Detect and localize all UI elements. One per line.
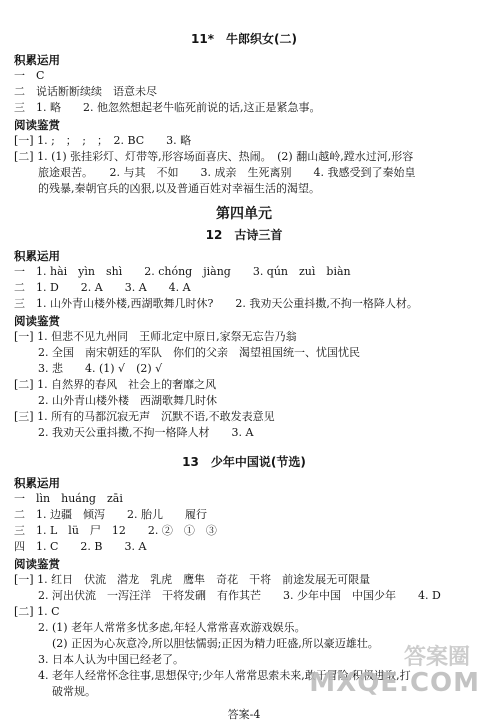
answer-line: 3. 悲 4. (1) √ (2) √ bbox=[38, 362, 163, 375]
lesson-title-13: 13 少年中国说(节选) bbox=[182, 455, 306, 469]
answer-line: 2. (1) 老年人常常多忧多虑,年轻人常常喜欢游戏娱乐。 bbox=[38, 621, 306, 634]
answer-line: [二] 1. C bbox=[14, 605, 60, 618]
section-heading-jilei: 积累运用 bbox=[14, 476, 60, 490]
answer-line: [一] 1. ; ； ; ； 2. BC 3. 略 bbox=[14, 134, 192, 147]
lesson-title-12: 12 古诗三首 bbox=[205, 228, 283, 242]
section-heading-yuedu: 阅读鉴赏 bbox=[14, 557, 60, 571]
answer-line: 三 1. 山外青山楼外楼,西湖歌舞几时休? 2. 我劝天公重抖擞,不拘一格降人材。 bbox=[14, 297, 418, 310]
section-heading-yuedu: 阅读鉴赏 bbox=[14, 118, 60, 132]
page-number: 答案-4 bbox=[227, 708, 261, 721]
unit-title: 第四单元 bbox=[216, 206, 272, 222]
answer-line: [二] 1. 自然界的春风 社会上的奢靡之风 bbox=[14, 378, 217, 391]
answer-line: 一 C bbox=[14, 69, 45, 82]
answer-line: 二 说话断断续续 语意未尽 bbox=[14, 85, 157, 98]
answer-line: 2. 河出伏流 一泻汪洋 干将发硎 有作其芒 3. 少年中国 中国少年 4. D bbox=[38, 589, 441, 602]
answer-line: 的残暴,秦朝官兵的凶狠,以及普通百姓对幸福生活的渴望。 bbox=[38, 182, 320, 195]
answer-line: [一] 1. 但悲不见九州同 王师北定中原日,家祭无忘告乃翁 bbox=[14, 330, 297, 343]
answer-line: 4. 老年人经常怀念往事,思想保守;少年人常常思索未来,敢于冒险,积极进取,打 bbox=[38, 669, 411, 682]
answer-line: [二] 1. (1) 张挂彩灯、灯带等,形容场面喜庆、热闹。 (2) 翻山越岭,蹚水过河,形容 bbox=[14, 150, 414, 163]
answer-line: 三 1. 略 2. 他忽然想起老牛临死前说的话,这正是紧急事。 bbox=[14, 101, 321, 114]
answer-line: 旅途艰苦。 2. 与其 不如 3. 成亲 生死离别 4. 我感受到了秦始皇 bbox=[38, 166, 416, 179]
lesson-title-11: 11* 牛郎织女(二) bbox=[191, 32, 297, 46]
answer-line: 二 1. D 2. A 3. A 4. A bbox=[14, 281, 191, 294]
answer-line: 四 1. C 2. B 3. A bbox=[14, 540, 147, 553]
section-heading-jilei: 积累运用 bbox=[14, 53, 60, 67]
answer-line: 二 1. 边疆 倾泻 2. 胎儿 履行 bbox=[14, 508, 207, 521]
watermark-text: MXQE.COM bbox=[309, 668, 480, 698]
section-heading-yuedu: 阅读鉴赏 bbox=[14, 314, 60, 328]
answer-line: 一 lìn huáng zāi bbox=[14, 492, 123, 505]
answer-line: 2. 我劝天公重抖擞,不拘一格降人材 3. A bbox=[38, 426, 254, 439]
answer-line: (2) 正因为心灰意冷,所以胆怯懦弱;正因为精力旺盛,所以豪迈雄壮。 bbox=[52, 637, 379, 650]
section-heading-jilei: 积累运用 bbox=[14, 249, 60, 263]
answer-line: 一 1. hài yìn shì 2. chóng jiàng 3. qún zuì biàn bbox=[14, 265, 351, 278]
answer-line: 三 1. L lü 尸 12 2. ② ① ③ bbox=[14, 524, 217, 537]
answer-line: [三] 1. 所有的马都沉寂无声 沉默不语,不敢发表意见 bbox=[14, 410, 275, 423]
answer-line: 2. 山外青山楼外楼 西湖歌舞几时休 bbox=[38, 394, 217, 407]
answer-line: [一] 1. 红日 伏流 潜龙 乳虎 鹰隼 奇花 干将 前途发展无可限量 bbox=[14, 573, 371, 586]
answer-line: 3. 日本人认为中国已经老了。 bbox=[38, 653, 184, 666]
answer-line: 破常规。 bbox=[52, 685, 96, 698]
answer-line: 2. 全国 南宋朝廷的军队 你们的父亲 渴望祖国统一、忧国忧民 bbox=[38, 346, 360, 359]
watermark-logo: 答案圈 bbox=[403, 645, 470, 670]
